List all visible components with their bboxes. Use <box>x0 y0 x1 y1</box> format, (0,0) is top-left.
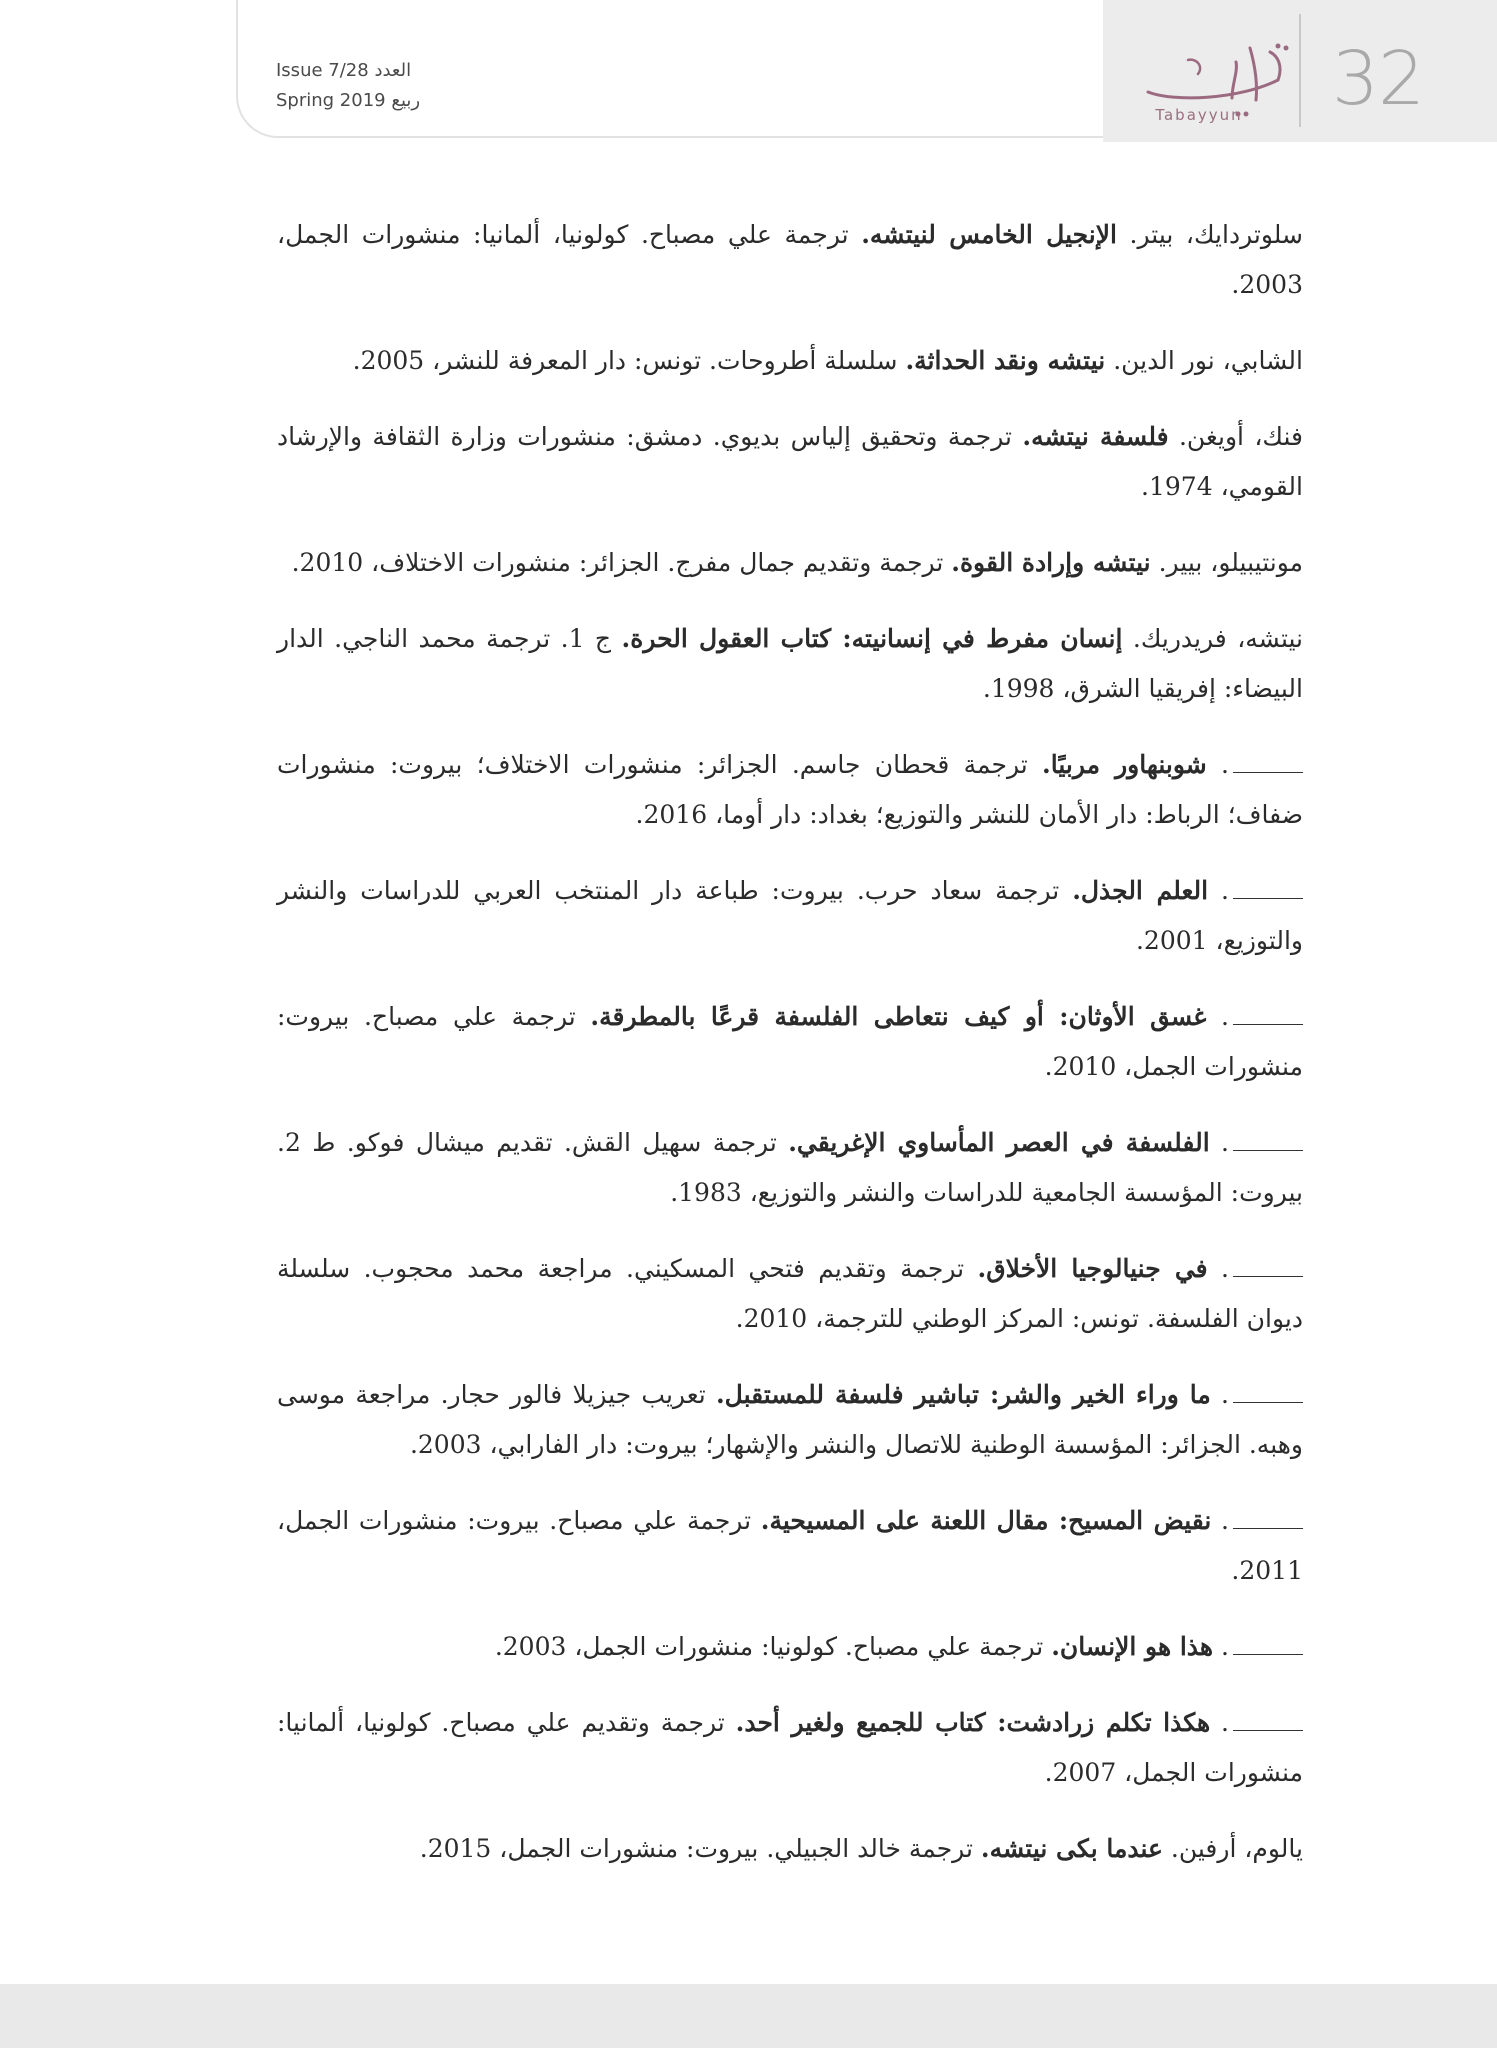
issue-ar: العدد <box>374 60 412 81</box>
repeat-author-dash <box>1233 1258 1303 1277</box>
bibliography-entry: فنك، أويغن. فلسفة نيتشه. ترجمة وتحقيق إلياس بديوي. دمشق: منشورات وزارة الثقافة والإرشاد القومي، 1974. <box>277 422 1303 501</box>
bibliography-entry: . هكذا تكلم زرادشت: كتاب للجميع ولغير أحد. ترجمة وتقديم علي مصباح. كولونيا، ألمانيا: منشورات الجمل، 2007. <box>277 1708 1303 1787</box>
bibliography-list <box>277 210 1303 1900</box>
bibliography-entry: . ما وراء الخير والشر: تباشير فلسفة للمستقبل. تعريب جيزيلا فالور حجار. مراجعة موسى وهبه. الجزائر: المؤسسة الوطنية للاتصال والنشر والإشهار؛ بيروت: دار الفارابي، 2003. <box>277 1380 1303 1459</box>
issue-line <box>276 60 411 81</box>
bibliography-entry: . في جنيالوجيا الأخلاق. ترجمة وتقديم فتحي المسكيني. مراجعة محمد محجوب. سلسلة ديوان الفلسفة. تونس: المركز الوطني للترجمة، 2010. <box>277 1254 1303 1333</box>
bibliography-entry: . الفلسفة في العصر المأساوي الإغريقي. ترجمة سهيل القش. تقديم ميشال فوكو. ط 2. بيروت: المؤسسة الجامعية للدراسات والنشر والتوزيع، 1983. <box>277 1128 1303 1207</box>
bibliography-entry: مونتيبيلو، بيير. نيتشه وإرادة القوة. ترجمة وتقديم جمال مفرج. الجزائر: منشورات الاختلاف، 2010. <box>291 548 1303 577</box>
season-line <box>276 90 420 111</box>
repeat-author-dash <box>1233 1712 1303 1731</box>
repeat-author-dash <box>1233 1636 1303 1655</box>
bibliography-entry: يالوم، أرفين. عندما بكى نيتشه. ترجمة خالد الجبيلي. بيروت: منشورات الجمل، 2015. <box>419 1834 1303 1863</box>
page-number: 32 <box>1331 36 1425 122</box>
header-divider <box>1299 14 1301 127</box>
repeat-author-dash <box>1233 1132 1303 1151</box>
season-en: Spring 2019 <box>276 90 386 111</box>
issue-en: Issue 7/28 <box>276 60 369 81</box>
repeat-author-dash <box>1233 1510 1303 1529</box>
footer-band <box>0 1984 1497 2048</box>
bibliography-entry: . شوبنهاور مربيًا. ترجمة قحطان جاسم. الجزائر: منشورات الاختلاف؛ بيروت: منشورات ضفاف؛ الرباط: دار الأمان للنشر والتوزيع؛ بغداد: دار أوما، 2016. <box>277 750 1303 829</box>
bibliography-entry: . غسق الأوثان: أو كيف نتعاطى الفلسفة قرعًا بالمطرقة. ترجمة علي مصباح. بيروت: منشورات الجمل، 2010. <box>277 1002 1303 1081</box>
bibliography-entry: . هذا هو الإنسان. ترجمة علي مصباح. كولونيا: منشورات الجمل، 2003. <box>277 1622 1303 1672</box>
bibliography-entry: سلوتردايك، بيتر. الإنجيل الخامس لنيتشه. ترجمة علي مصباح. كولونيا، ألمانيا: منشورات الجمل، 2003. <box>277 220 1303 299</box>
repeat-author-dash <box>1233 880 1303 899</box>
bibliography-entry: الشابي، نور الدين. نيتشه ونقد الحداثة. سلسلة أطروحات. تونس: دار المعرفة للنشر، 2005. <box>352 346 1303 375</box>
bibliography-entry: . نقيض المسيح: مقال اللعنة على المسيحية. ترجمة علي مصباح. بيروت: منشورات الجمل، 2011. <box>277 1506 1303 1585</box>
bibliography-entry: . العلم الجذل. ترجمة سعاد حرب. بيروت: طباعة دار المنتخب العربي للدراسات والنشر والتوزيع، 2001. <box>277 876 1303 955</box>
repeat-author-dash <box>1233 1006 1303 1025</box>
journal-name-latin: Tabayyun <box>1155 106 1243 124</box>
repeat-author-dash <box>1233 754 1303 773</box>
season-ar: ربيع <box>391 90 421 111</box>
bibliography-entry: نيتشه، فريدريك. إنسان مفرط في إنسانيته: كتاب العقول الحرة. ج 1. ترجمة محمد الناجي. الدار البيضاء: إفريقيا الشرق، 1998. <box>277 624 1304 703</box>
repeat-author-dash <box>1233 1384 1303 1403</box>
